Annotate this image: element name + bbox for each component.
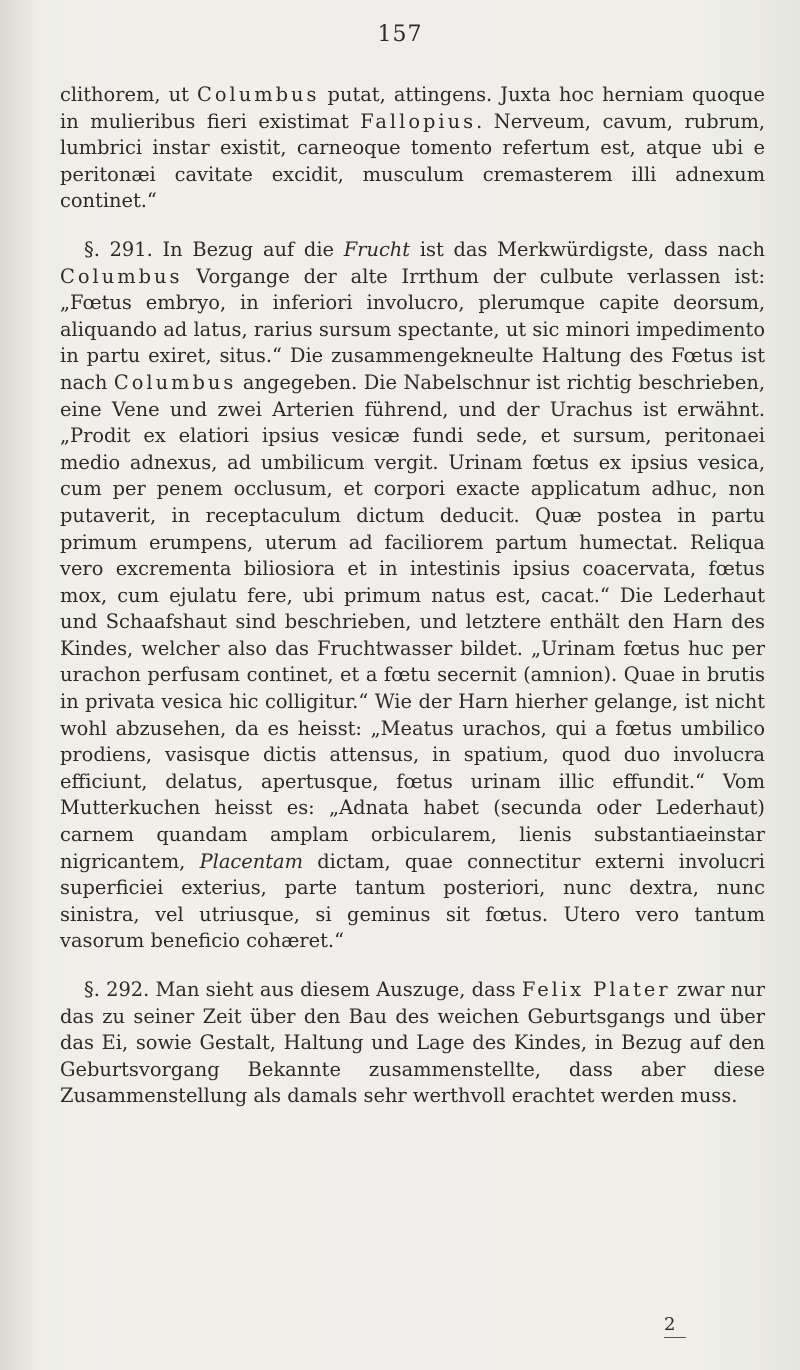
text-run: Vorgange der alte Irrthum der culbute verlassen ist: „Fœtus embryo, in inferiori involucro, plerumque capite deorsum, aliquando ad latus, rarius sursum spectante, ut sic minori impedimento in partu exiret, situs.“ Die zusammengekneulte Haltung des Fœtus ist nach [60,264,765,394]
person-name: Columbus [113,370,237,394]
signature-number: 2 [664,1314,676,1335]
paragraph-291 [60,237,765,955]
paragraph-292 [60,977,765,1110]
text-run: dictam, quae connectitur externi involucri superficiei exterius, parte tantum posteriori, nunc dextra, nunc sinistra, vel utriusque, si geminus sit fœtus. Utero vero tantum vasorum beneficio cohæret.“ [60,849,765,953]
text-run: putat, attingens. Juxta hoc herniam quoque in mulieribus fieri existimat [60,83,765,133]
text-run: §. 292. Man sieht aus diesem Auszuge, dass [84,978,522,1001]
text-run: clithorem, ut [60,83,197,106]
text-run: §. 291. In Bezug auf die [84,237,344,261]
text-run: ist das Merkwürdigste, dass nach [410,237,766,261]
paragraph-1 [60,82,765,215]
signature-mark [664,1314,686,1338]
person-name: Felix Plater [521,978,671,1001]
person-name: Columbus [197,83,320,106]
italic-term: Frucht [343,237,411,261]
text-run: . Nerveum, cavum, rubrum, lumbrici instar existit, carneoque tomento refertum est, atque ubi e peritonæi cavitate excidit, musculum cremasterem illi adnexum continet.“ [60,109,765,213]
italic-term: Placentam [199,849,303,873]
text-run: zwar nur das zu seiner Zeit über den Bau des weichen Geburtsgangs und über das Ei, sowie Gestalt, Haltung und Lage des Kindes, in Bezug auf den Geburtsvorgang Bekannte zusammenstellte, dass aber diese Zusammenstellung als damals sehr werthvoll erachtet werden muss. [60,978,766,1108]
person-name: Columbus [60,264,183,288]
person-name: Fallopius [360,109,477,133]
page-number: 157 [377,22,423,47]
text-run: angegeben. Die Nabelschnur ist richtig beschrieben, eine Vene und zwei Arterien führend, und der Urachus ist erwähnt. „Prodit ex elatiori ipsius vesicæ fundi sede, et sursum, peritonaei medio adnexus, ad umbilicum vergit. Urinam fœtus ex ipsius vesica, cum per penem occlusum, et corpori exacte applicatum adhuc, non putaverit, in receptaculum dictum deducit. Quæ postea in partu primum erumpens, uterum ad faciliorem partum humectat. Reliqua vero excrementa biliosiora et in intestinis ipsius coacervata, fœtus mox, cum ejulatu fere, ubi primum natus est, cacat.“ Die Lederhaut und Schaafshaut sind beschrieben, und letztere enthält den Harn des Kindes, welcher also das Fruchtwasser bildet. „Urinam fœtus huc per urachon perfusam continet, et a fœtu secernit (amnion). Quae in brutis in privata vesica hic colligitur.“ Wie der Harn hierher gelange, ist nicht wohl abzusehen, da es heisst: „Meatus urachos, qui a fœtus umbilico prodiens, vasisque dictis attensus, in spatium, quod duo involucra efficiunt, delatus, apertusque, fœtus urinam illic effundit.“ Vom Mutterkuchen heisst es: „Adnata habet (secunda oder Lederhaut) carnem quandam amplam orbicularem, lienis substantiaeinstar nigricantem, [60,370,765,873]
body-text [60,82,765,1110]
signature-rule [664,1337,686,1338]
